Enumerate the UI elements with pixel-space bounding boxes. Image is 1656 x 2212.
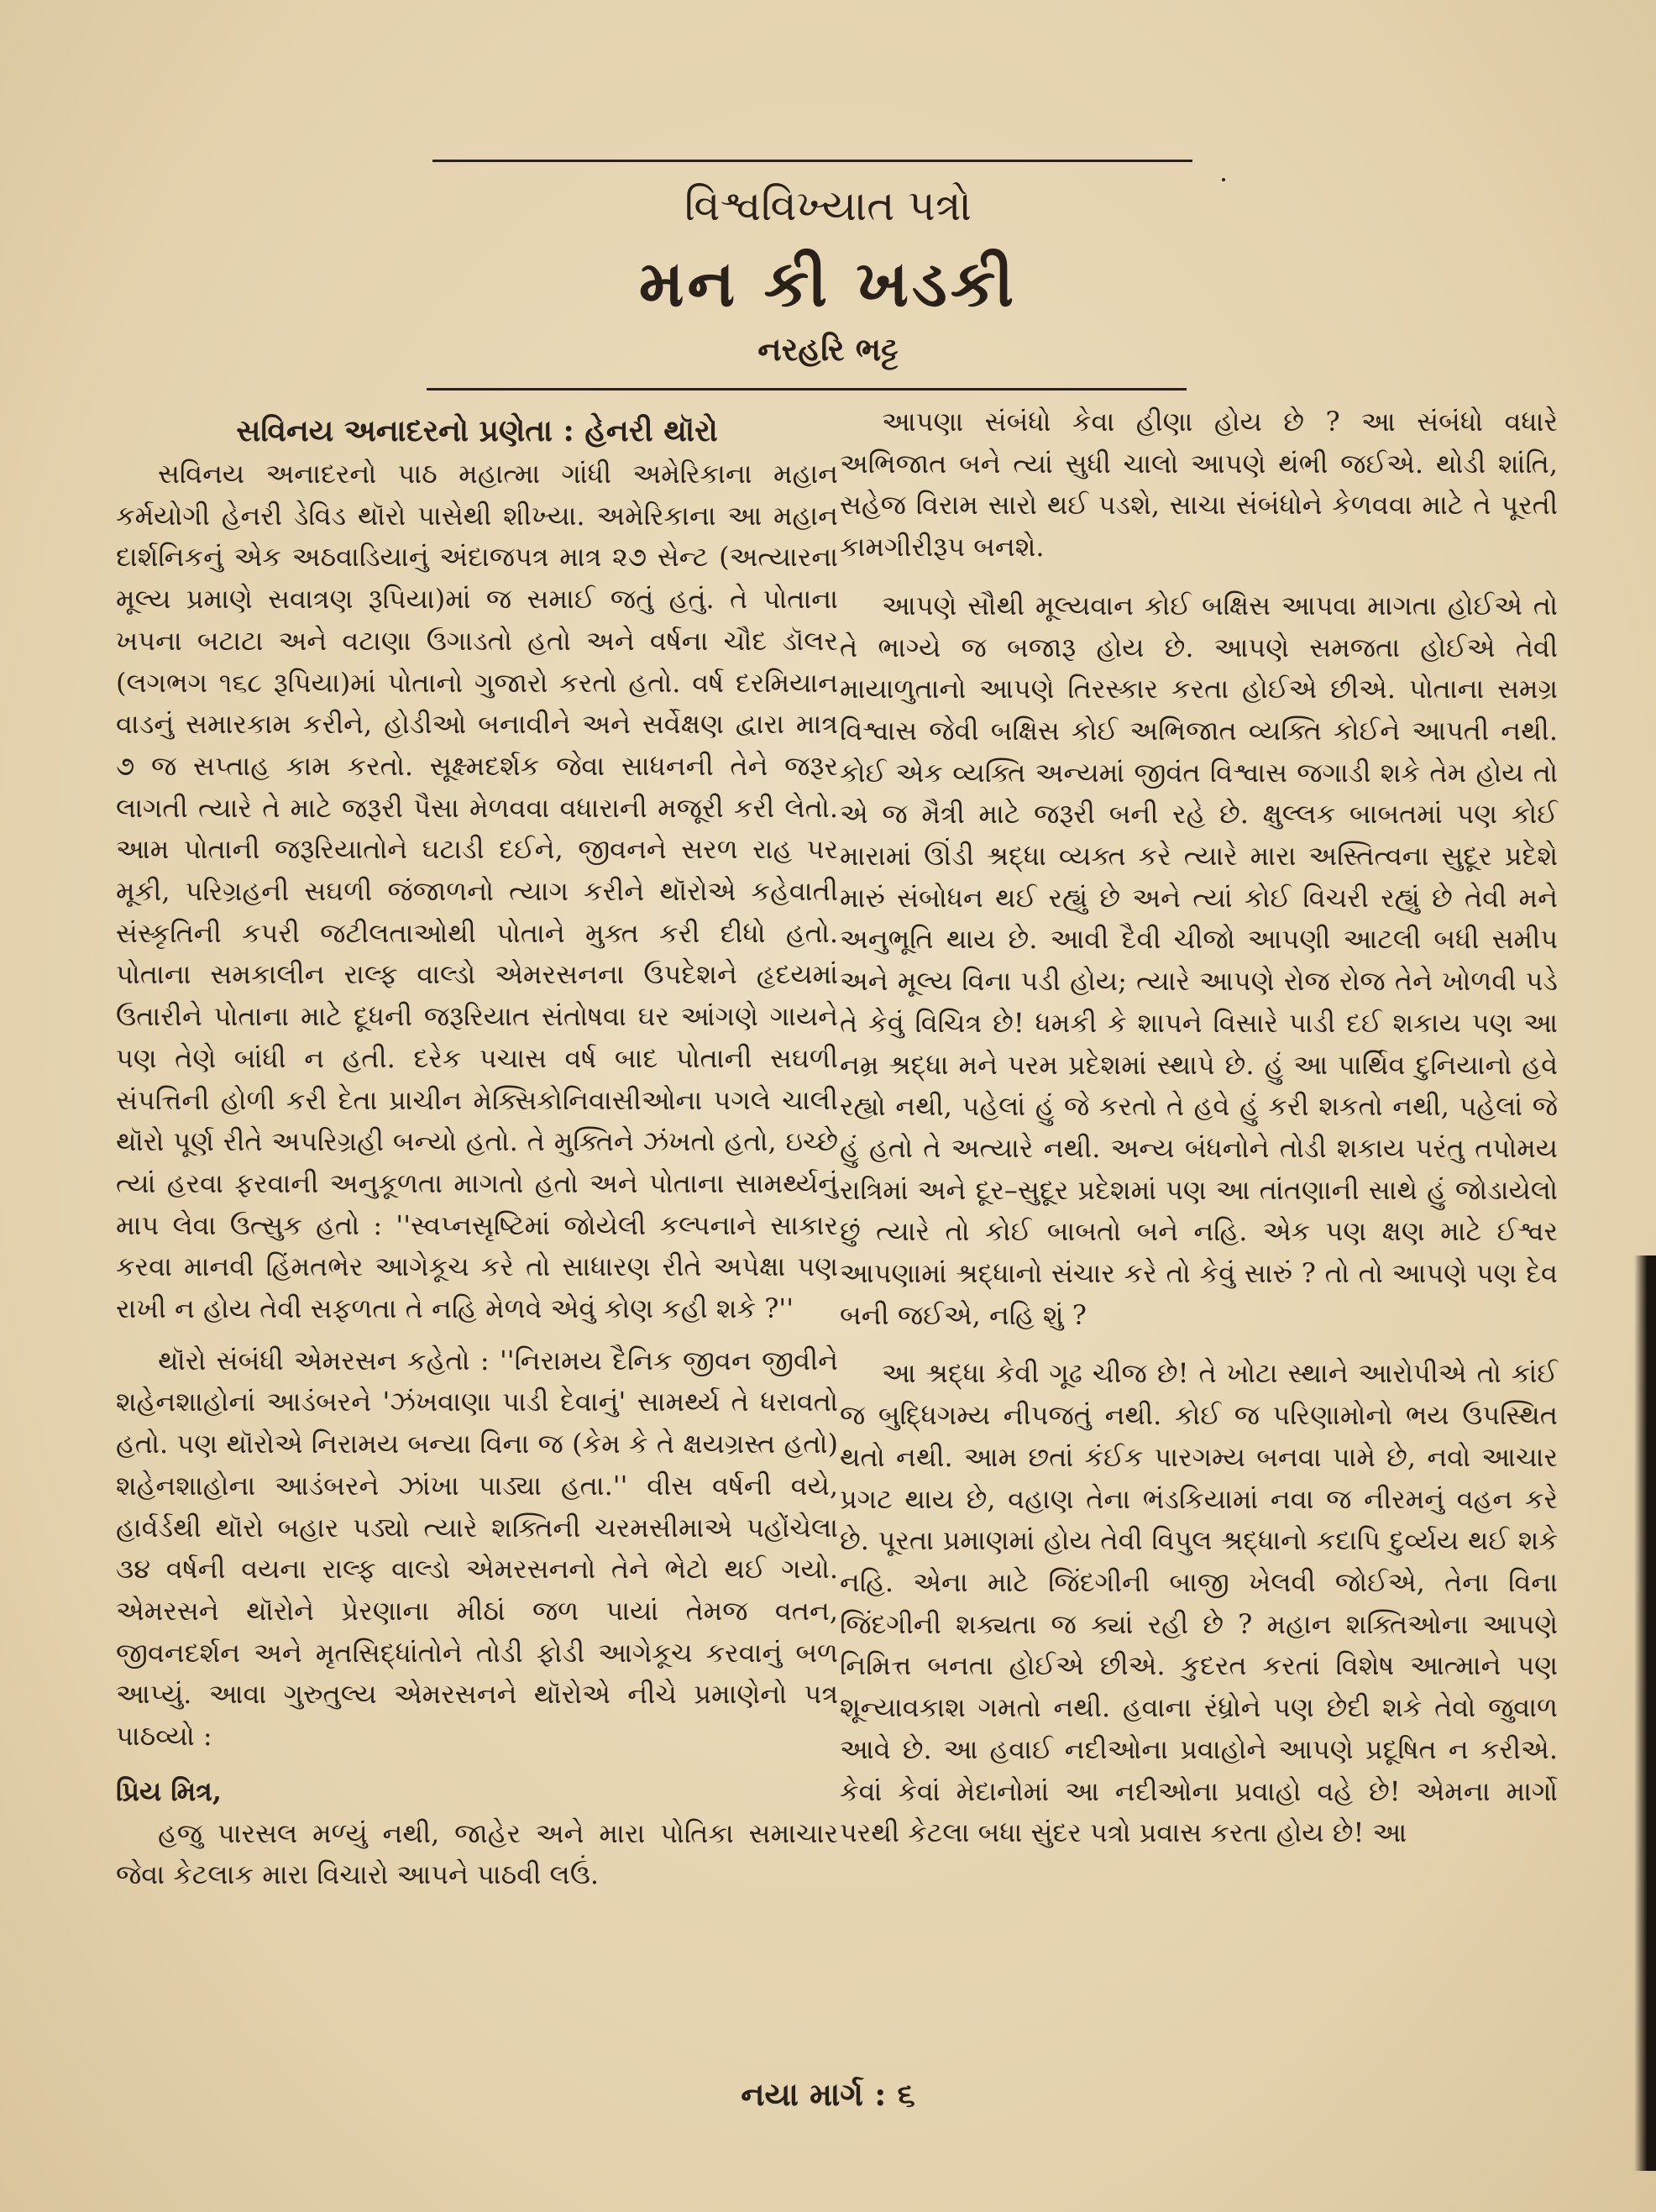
- paragraph: થૉરો સંબંધી એમરસન કહેતો : ''નિરામય દૈનિક જીવન જીવીને શહેનશાહોનાં આડંબરને 'ઝંખવાણા પાડી દેવાનું' સામર્થ્ય તે ધરાવતો હતો. પણ થૉરોએ નિરામય બન્યા વિના જ (કેમ કે તે ક્ષયગ્રસ્ત હતો) શહેનશાહોના આડંબરને ઝાંખા પાડ્યા હતા.'' વીસ વર્ષની વયે, હાર્વર્ડથી થૉરો બહાર પડ્યો ત્યારે શક્તિની ચરમસીમાએ પહોંચેલા ૩૪ વર્ષની વયના રાલ્ફ વાલ્ડો એમરસનનો તેને ભેટો થઈ ગયો. એમરસને થૉરોને પ્રેરણાના મીઠાં જળ પાયાં તેમજ વતન, જીવનદર્શન અને મૃતસિદ્ધાંતોને તોડી ફોડી આગેકૂચ કરવાનું બળ આપ્યું. આવા ગુરુતુલ્ય એમરસનને થૉરોએ નીચે પ્રમાણેનો પત્ર પાઠવ્યો :: [116, 1344, 838, 1753]
- series-kicker: વિશ્વવિખ્યાત પત્રો: [684, 181, 972, 230]
- paragraph: આ શ્રદ્ધા કેવી ગૂઢ ચીજ છે! તે ખોટા સ્થાને આરોપીએ તો કાંઈ જ બુદ્ધિગમ્ય નીપજતું નથી. કોઈ જ પરિણામોનો ભય ઉપસ્થિત થતો નથી. આમ છતાં કંઈક પારગમ્ય બનવા પામે છે, નવો આચાર પ્રગટ થાય છે, વહાણ તેના ભંડકિયામાં નવા જ નીરમનું વહન કરે છે. પૂરતા પ્રમાણમાં હોય તેવી વિપુલ શ્રદ્ધાનો કદાપિ દુર્વ્યય થઈ શકે નહિ. એના માટે જિંદગીની બાજી ખેલવી જોઈએ, તેના વિના જિંદગીની શક્યતા જ ક્યાં રહી છે ? મહાન શક્તિઓના આપણે નિમિત્ત બનતા હોઈએ છીએ. કુદરત કરતાં વિશેષ આત્માને પણ શૂન્યાવકાશ ગમતો નથી. હવાના રંધ્રોને પણ છેદી શકે તેવો જુવાળ આવે છે. આ હવાઈ નદીઓના પ્રવાહોને આપણે પ્રદૂષિત ન કરીએ. કેવાં કેવાં મેદાનોમાં આ નદીઓના પ્રવાહો વહે છે! એમના માર્ગો પરથી કેટલા બધા સુંદર પત્રો પ્રવાસ કરતા હોય છે! આ: [840, 1357, 1558, 1849]
- paragraph: આપણા સંબંધો કેવા હીણા હોય છે ? આ સંબંધો વધારે અભિજાત બને ત્યાં સુધી ચાલો આપણે થંભી જઈએ. થોડી શાંતિ, સહેજ વિરામ સારો થઈ પડશે, સાચા સંબંધોને કેળવવા માટે તે પૂરતી કામગીરીરૂપ બનશે.: [840, 406, 1558, 563]
- letter-salutation: પ્રિય મિત્ર,: [116, 1774, 222, 1807]
- torn-page-edge: [1634, 1255, 1656, 2171]
- header-rule-top: [432, 160, 1192, 162]
- article-title: મન કી ખડકી: [638, 246, 1018, 321]
- paragraph: આપણે સૌથી મૂલ્યવાન કોઈ બક્ષિસ આપવા માગતા હોઈએ તો તે ભાગ્યે જ બજારૂ હોય છે. આપણે સમજતા હોઈએ તેવી માયાળુતાનો આપણે તિરસ્કાર કરતા હોઈએ છીએ. પોતાના સમગ્ર વિશ્વાસ જેવી બક્ષિસ કોઈ અભિજાત વ્યક્તિ કોઈને આપતી નથી. કોઈ એક વ્યક્તિ અન્યમાં જીવંત વિશ્વાસ જગાડી શકે તેમ હોય તો એ જ મૈત્રી માટે જરૂરી બની રહે છે. ક્ષુલ્લક બાબતમાં પણ કોઈ મારામાં ઊંડી શ્રદ્ધા વ્યક્ત કરે ત્યારે મારા અસ્તિત્વના સુદૂર પ્રદેશે મારું સંબોધન થઈ રહ્યું છે અને ત્યાં કોઈ વિચરી રહ્યું છે તેવી મને અનુભૂતિ થાય છે. આવી દૈવી ચીજો આપણી આટલી બધી સમીપ અને મૂલ્ય વિના પડી હોય; ત્યારે આપણે રોજ રોજ તેને ખોળવી પડે તે કેવું વિચિત્ર છે! ધમકી કે શાપને વિસારે પાડી દઈ શકાય પણ આ નમ્ર શ્રદ્ધા મને પરમ પ્રદેશમાં સ્થાપે છે. હું આ પાર્થિવ દુનિયાનો હવે રહ્યો નથી, પહેલાં હું જે કરતો તે હવે હું કરી શકતો નથી, પહેલાં જે હું હતો તે અત્યારે નથી. અન્ય બંધનોને તોડી શકાય પરંતુ તપોમય રાત્રિમાં અને દૂર–સુદૂર પ્રદેશમાં પણ આ તાંતણાની સાથે હું જોડાયેલો છું ત્યારે તો કોઈ બાબતો બને નહિ. એક પણ ક્ષણ માટે ઈશ્વર આપણામાં શ્રદ્ધાનો સંચાર કરે તો કેવું સારું ? તો તો આપણે પણ દેવ બની જઈએ, નહિ શું ?: [840, 589, 1558, 1331]
- page-footer: નયા માર્ગ : ૬: [741, 2075, 915, 2113]
- right-column: [840, 401, 1558, 1854]
- header-rule-bottom: [427, 388, 1187, 391]
- left-column: [116, 401, 838, 1896]
- letter-paragraph: હજુ પારસલ મળ્યું નથી, જાહેર અને મારા પોતિકા સમાચાર જેવા કેટલાક મારા વિચારો આપને પાઠવી લઉં.: [116, 1816, 838, 1891]
- author-byline: નરહરિ ભટ્ટ: [757, 330, 899, 368]
- paragraph: સવિનય અનાદરનો પાઠ મહાત્મા ગાંધી અમેરિકાના મહાન કર્મયોગી હેનરી ડેવિડ થૉરો પાસેથી શીખ્યા. અમેરિકાના આ મહાન દાર્શનિકનું એક અઠવાડિયાનું અંદાજપત્ર માત્ર ૨૭ સેન્ટ (અત્યારના મૂલ્ય પ્રમાણે સવાત્રણ રૂપિયા)માં જ સમાઈ જતું હતું. તે પોતાના ખપના બટાટા અને વટાણા ઉગાડતો હતો અને વર્ષના ચૌદ ડૉલર (લગભગ ૧૬૮ રૂપિયા)માં પોતાનો ગુજારો કરતો હતો. વર્ષ દરમિયાન વાડનું સમારકામ કરીને, હોડીઓ બનાવીને અને સર્વેક્ષણ દ્વારા માત્ર ૭ જ સપ્તાહ કામ કરતો. સૂક્ષ્મદર્શક જેવા સાધનની તેને જરૂર લાગતી ત્યારે તે માટે જરૂરી પૈસા મેળવવા વધારાની મજૂરી કરી લેતો. આમ પોતાની જરૂરિયાતોને ઘટાડી દઈને, જીવનને સરળ રાહ પર મૂકી, પરિગ્રહની સઘળી જંજાળનો ત્યાગ કરીને થૉરોએ કહેવાતી સંસ્કૃતિની કપરી જટીલતાઓથી પોતાને મુક્ત કરી દીધો હતો. પોતાના સમકાલીન રાલ્ફ વાલ્ડો એમરસનના ઉપદેશને હૃદયમાં ઉતારીને પોતાના માટે દૂધની જરૂરિયાત સંતોષવા ઘર આંગણે ગાયને પણ તેણે બાંધી ન હતી. દરેક પચાસ વર્ષ બાદ પોતાની સઘળી સંપત્તિની હોળી કરી દેતા પ્રાચીન મેક્સિકોનિવાસીઓના પગલે ચાલી થૉરો પૂર્ણ રીતે અપરિગ્રહી બન્યો હતો. તે મુક્તિને ઝંખતો હતો, ઇચ્છે ત્યાં હરવા ફરવાની અનુકૂળતા માગતો હતો અને પોતાના સામર્થ્યનું માપ લેવા ઉત્સુક હતો : ''સ્વપ્નસૃષ્ટિમાં જોયેલી કલ્પનાને સાકાર કરવા માનવી હિંમતભેર આગેકૂચ કરે તો સાધારણ રીતે અપેક્ષા પણ રાખી ન હોય તેવી સફળતા તે નહિ મેળવે એવું કોણ કહી શકે ?'': [116, 458, 838, 1325]
- section-heading: સવિનય અનાદરનો પ્રણેતા : હેનરી થૉરો: [236, 413, 718, 448]
